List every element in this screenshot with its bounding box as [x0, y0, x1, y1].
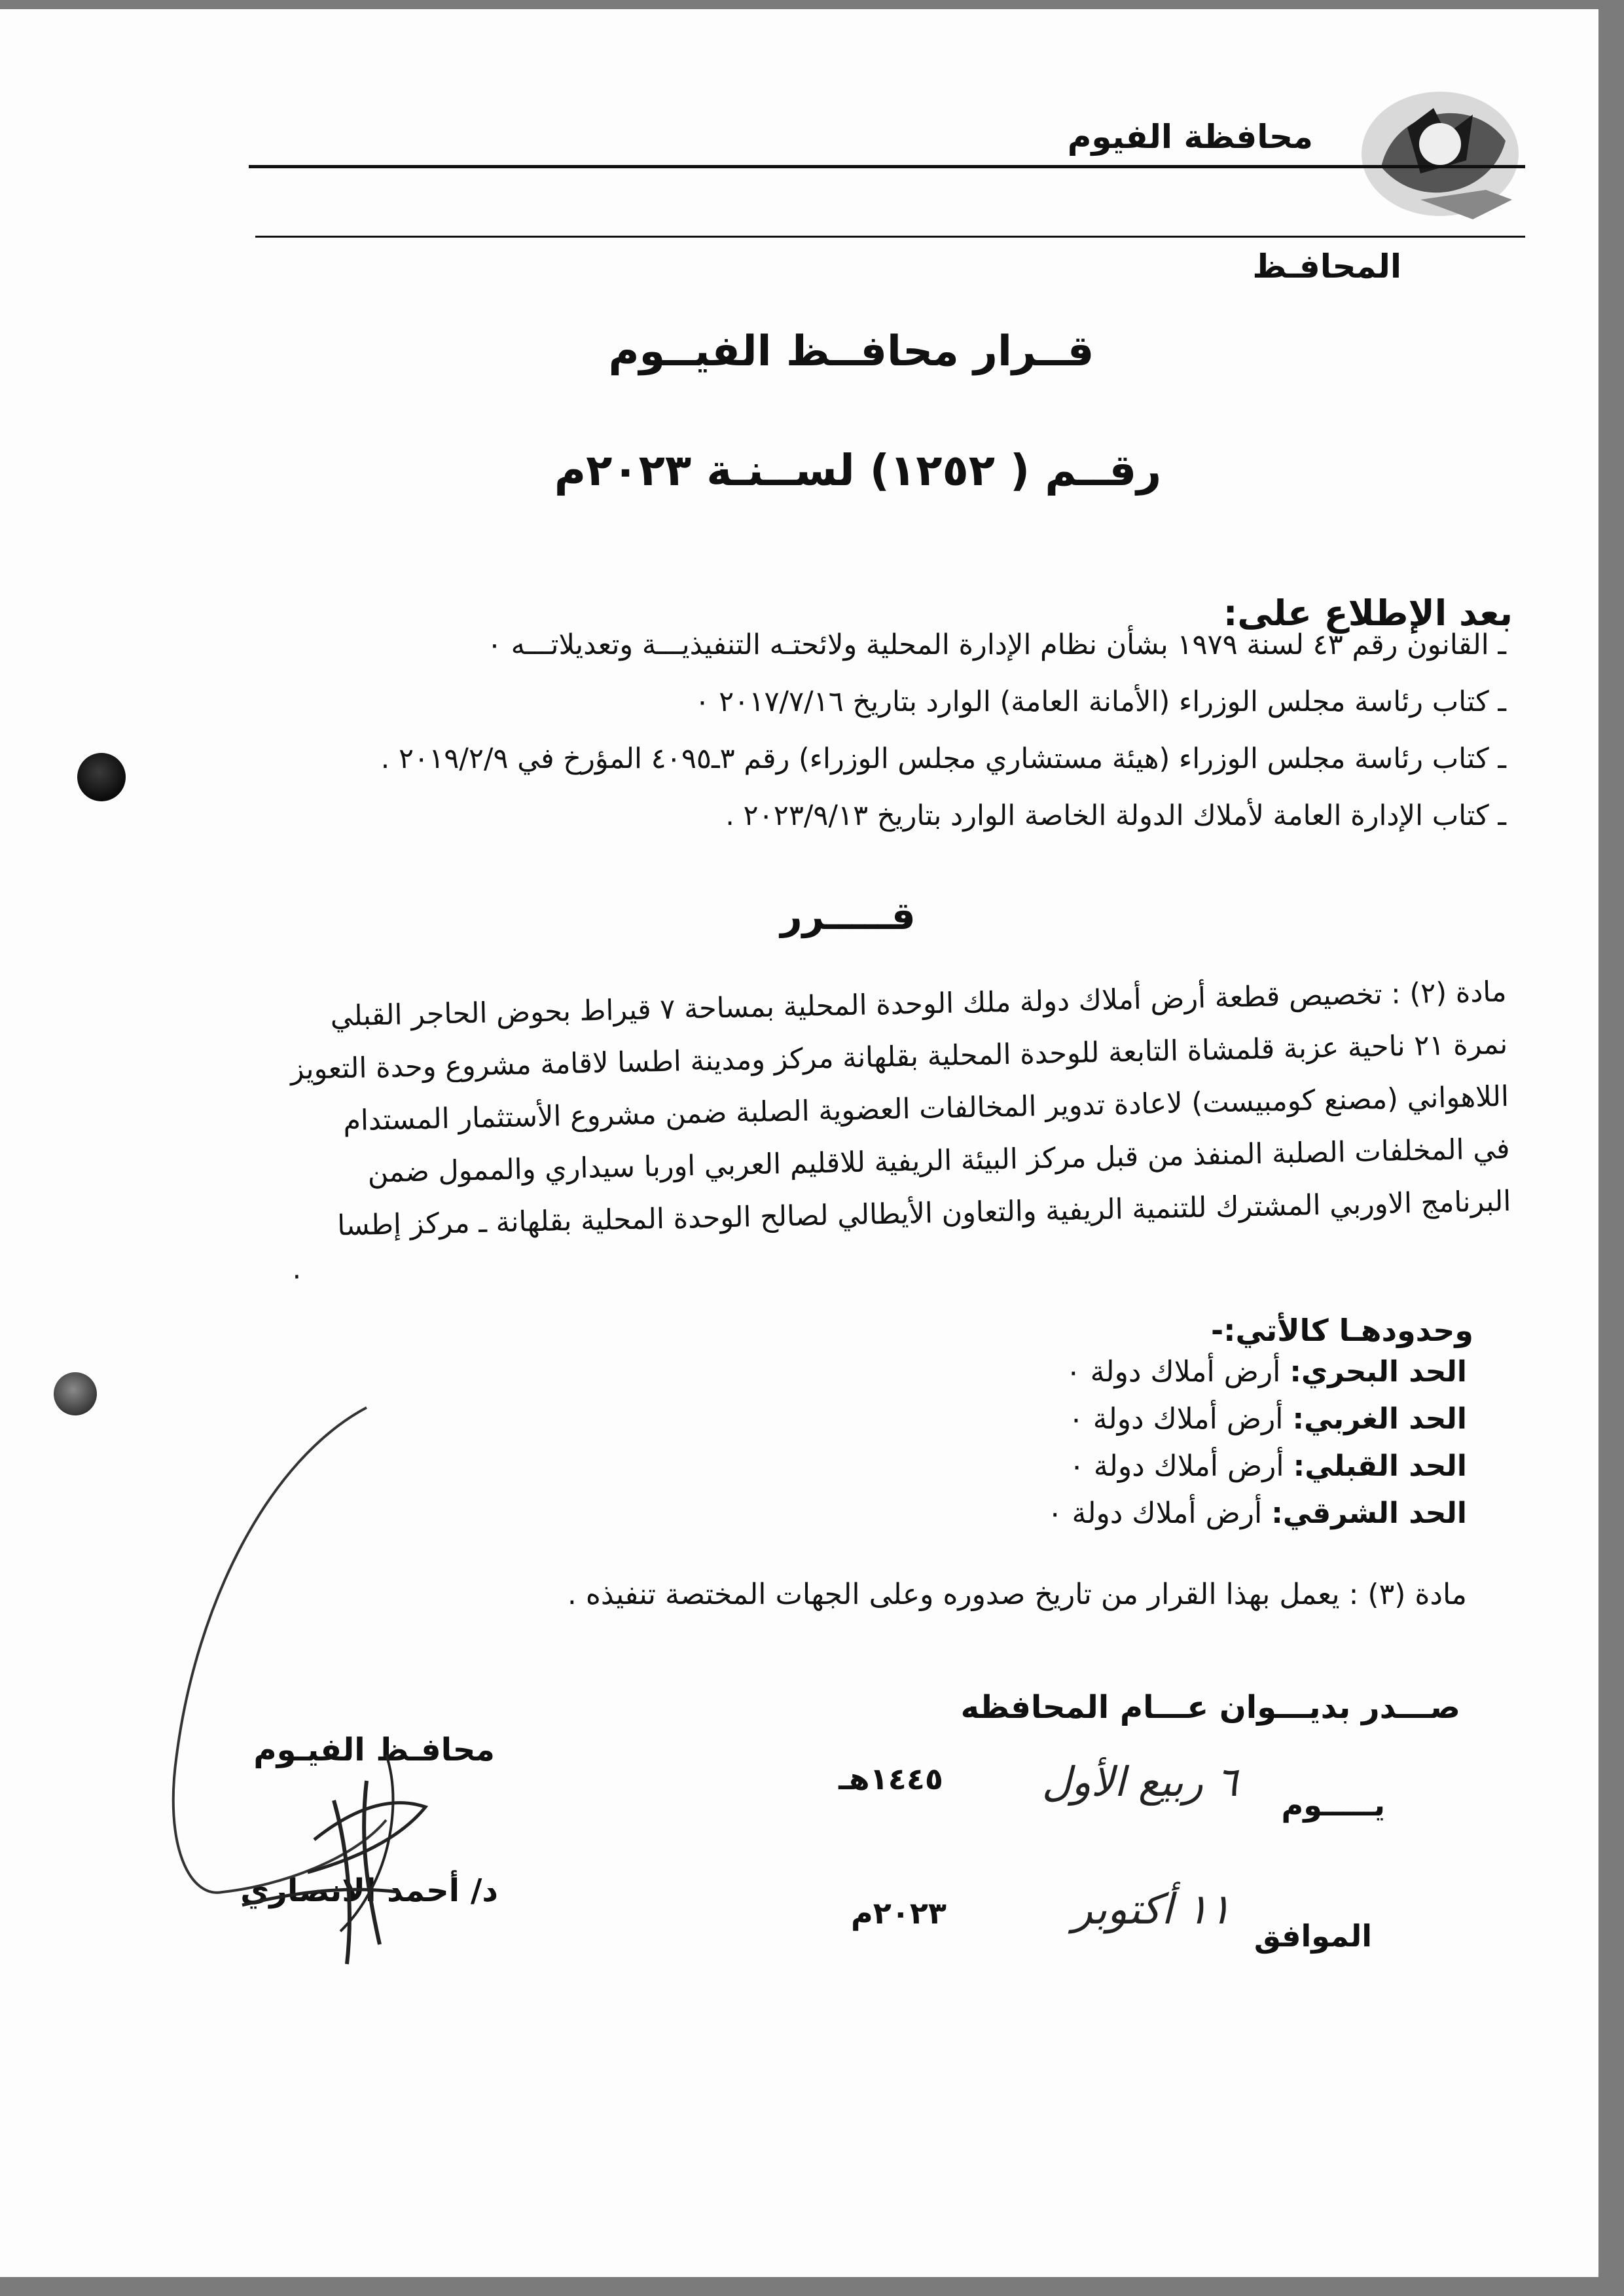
- boundaries-heading: وحدودهـا كالأتي:-: [1211, 1313, 1473, 1348]
- boundaries-list: [878, 1355, 1467, 1552]
- signatory-title: محافـظ الفيـوم: [253, 1732, 495, 1768]
- article-2-line: نمرة ٢١ ناحية عزبة قلمشاة التابعة للوحدة المحلية بقلهانة مركز ومدينة اطسا لاقامة مشروع وحدة التعويز: [290, 1027, 1508, 1086]
- day-label: يـــــوم: [1281, 1787, 1385, 1823]
- issued-line: صـــدر بديـــوان عـــام المحافظه: [960, 1689, 1460, 1726]
- signatory-name: د/ أحمد الانصاري: [240, 1872, 498, 1909]
- article-2-line: البرنامج الاوربي المشترك للتنمية الريفية والتعاون الأيطالي لصالح الوحدة المحلية بقلهانة ـ مركز إطسا: [336, 1184, 1511, 1243]
- preamble-item: ـ القانون رقم ٤٣ لسنة ١٩٧٩ بشأن نظام الإدارة المحلية ولائحتـه التنفيذيـــة وتعديلاتـــه ٠: [486, 629, 1506, 661]
- governorate-emblem-icon: [1342, 69, 1538, 226]
- article-2-line: مادة (٢) : تخصيص قطعة أرض أملاك دولة ملك الوحدة المحلية بمساحة ٧ قيراط بحوض الحاجر القبلي: [330, 975, 1507, 1033]
- decision-title: قــرار محافــظ الفيــوم: [608, 327, 1094, 376]
- gregorian-handwritten-date: ١١ أكتوبر: [1072, 1886, 1231, 1934]
- hijri-handwritten-date: ٦ ربيع الأول: [1041, 1758, 1238, 1806]
- governorate-name: محافظة الفيوم: [1067, 118, 1313, 156]
- preamble-heading: بعد الإطلاع على:: [1223, 592, 1513, 634]
- article-2-line: .: [291, 1252, 302, 1286]
- hijri-year: ١٤٤٥هـ: [839, 1761, 943, 1796]
- punch-hole-bottom: [54, 1372, 97, 1415]
- boundary-west: [1068, 1402, 1467, 1436]
- header-rule-1: [249, 165, 1525, 168]
- article-3: مادة (٣) : يعمل بهذا القرار من تاريخ صدوره وعلى الجهات المختصة تنفيذه .: [567, 1578, 1467, 1611]
- boundary-label: الحد الشرقي:: [1271, 1497, 1467, 1530]
- scan-top-edge: [0, 0, 1624, 9]
- article-2-line: اللاهواني (مصنع كومبيست) لاعادة تدوير المخالفات العضوية الصلبة ضمن مشروع الأستثمار المستدام: [342, 1080, 1509, 1138]
- decision-number: رقــم ( ١٢٥٢) لســنـة ٢٠٢٣م: [554, 445, 1162, 496]
- boundary-label: الحد البحري:: [1290, 1355, 1467, 1389]
- header-rule-2: [255, 236, 1525, 238]
- decision-heading: قـــــرر: [780, 894, 916, 938]
- boundary-value: أرض أملاك دولة ٠: [1047, 1497, 1263, 1530]
- gregorian-year: ٢٠٢٣م: [850, 1895, 947, 1931]
- boundary-value: أرض أملاك دولة ٠: [1068, 1402, 1284, 1436]
- article-2: [132, 975, 1512, 1305]
- punch-hole-top: [77, 753, 126, 801]
- office-label: المحافـظ: [1252, 247, 1401, 285]
- boundary-label: الحد القبلي:: [1293, 1449, 1467, 1483]
- preamble-list: [295, 629, 1506, 877]
- agree-label: الموافق: [1254, 1918, 1372, 1954]
- scan-bottom-edge: [0, 2277, 1624, 2296]
- article-2-line: في المخلفات الصلبة المنفذ من قبل مركز البيئة الريفية للاقليم العربي اوربا سيداري والممول ضمن: [367, 1132, 1511, 1190]
- preamble-item: ـ كتاب الإدارة العامة لأملاك الدولة الخاصة الوارد بتاريخ ٢٠٢٣/٩/١٣ .: [725, 799, 1506, 832]
- boundary-south: [1069, 1449, 1467, 1483]
- boundary-label: الحد الغربي:: [1292, 1402, 1467, 1436]
- preamble-item: ـ كتاب رئاسة مجلس الوزراء (الأمانة العامة) الوارد بتاريخ ٢٠١٧/٧/١٦ ٠: [695, 685, 1506, 718]
- boundary-east: [1047, 1497, 1467, 1530]
- boundary-north: [1066, 1355, 1467, 1389]
- preamble-item: ـ كتاب رئاسة مجلس الوزراء (هيئة مستشاري مجلس الوزراء) رقم ٣ـ٤٠٩٥ المؤرخ في ٢٠١٩/٢/٩ .: [380, 742, 1506, 775]
- handwritten-signature: [151, 1388, 609, 1990]
- boundary-value: أرض أملاك دولة ٠: [1065, 1355, 1281, 1389]
- boundary-value: أرض أملاك دولة ٠: [1069, 1449, 1284, 1483]
